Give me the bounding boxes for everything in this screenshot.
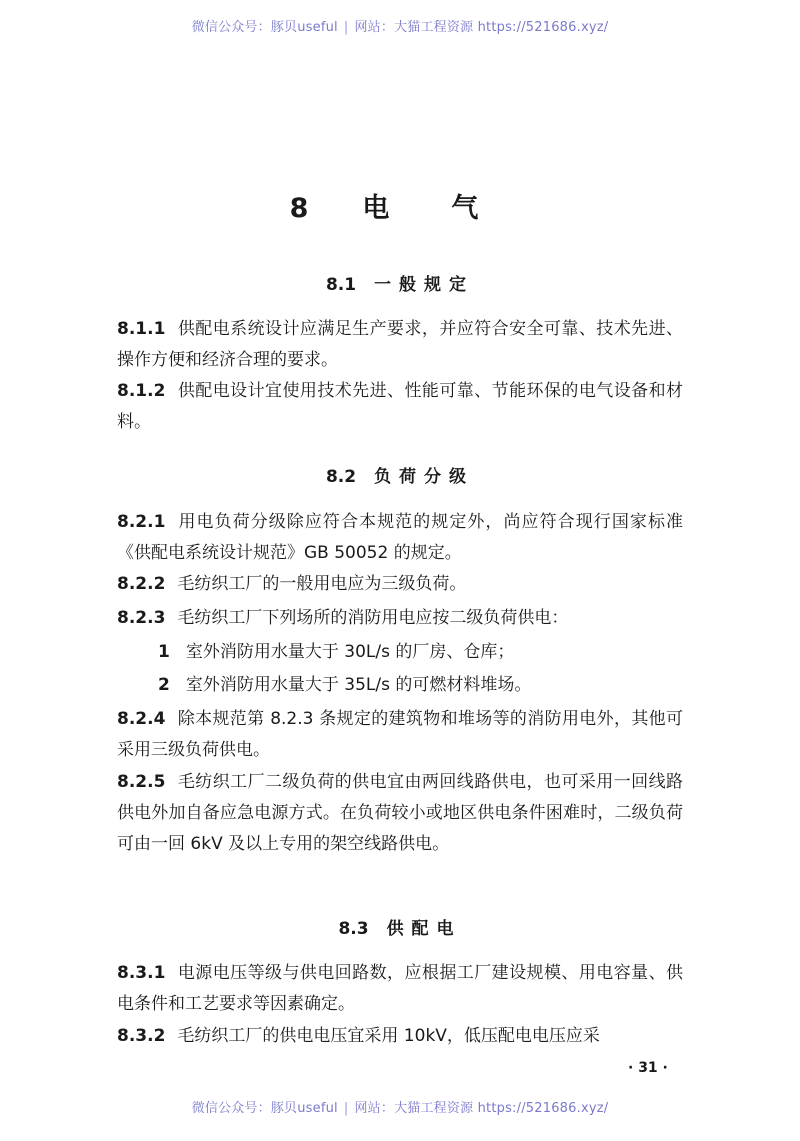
section-title-8-3 (0, 914, 800, 939)
section-heading: 一般规定 (374, 275, 475, 295)
watermark-wechat: 微信公众号：豚贝useful (191, 20, 338, 35)
clause-8-2-4 (117, 704, 683, 766)
clause-text: 供配电系统设计应满足生产要求，并应符合安全可靠、技术先进、操作方便和经济合理的要求。 (117, 319, 683, 370)
clause-8-2-5 (117, 767, 683, 860)
clause-8-3-2 (117, 1021, 683, 1052)
chapter-title-part2: 气 (451, 193, 481, 224)
list-item-text: 室外消防用水量大于 35L/s 的可燃材料堆场。 (185, 675, 532, 695)
watermark-separator: | (343, 1101, 349, 1116)
chapter-title-part1: 电 (362, 193, 392, 224)
clause-number: 8.3.1 (117, 963, 166, 983)
clause-8-2-2 (117, 569, 683, 600)
watermark-site: 网站：大猫工程资源 https://521686.xyz/ (354, 1101, 609, 1116)
page-number: · 31 · (628, 1060, 668, 1076)
watermark-wechat: 微信公众号：豚贝useful (191, 1101, 338, 1116)
clause-text: 毛纺织工厂二级负荷的供电宜由两回线路供电，也可采用一回线路供电外加自备应急电源方式。在负荷较小或地区供电条件困难时，二级负荷可由一回 6kV 及以上专用的架空线路供电。 (117, 772, 683, 854)
clause-number: 8.2.1 (117, 512, 166, 532)
clause-number: 8.3.2 (117, 1026, 166, 1046)
section-number: 8.2 (325, 467, 357, 487)
clause-number: 8.2.2 (117, 574, 166, 594)
section-title-8-1 (0, 270, 800, 295)
top-watermark (0, 16, 800, 35)
list-item-number: 2 (158, 675, 170, 695)
clause-text: 毛纺织工厂的供电电压宜采用 10kV，低压配电电压应采 (177, 1026, 600, 1046)
clause-number: 8.2.5 (117, 772, 166, 792)
clause-text: 除本规范第 8.2.3 条规定的建筑物和堆场等的消防用电外，其他可采用三级负荷供电。 (117, 709, 683, 760)
list-item (158, 670, 683, 701)
list-item (158, 637, 683, 668)
list-item-number: 1 (158, 642, 170, 662)
clause-number: 8.1.1 (117, 319, 166, 339)
watermark-site: 网站：大猫工程资源 https://521686.xyz/ (354, 20, 609, 35)
watermark-separator: | (343, 20, 349, 35)
clause-8-1-1 (117, 314, 683, 376)
clause-text: 电源电压等级与供电回路数，应根据工厂建设规模、用电容量、供电条件和工艺要求等因素确定。 (117, 963, 683, 1014)
list-item-text: 室外消防用水量大于 30L/s 的厂房、仓库； (185, 642, 515, 662)
section-title-8-2 (0, 462, 800, 487)
clause-8-2-1 (117, 507, 683, 569)
bottom-watermark (0, 1097, 800, 1116)
chapter-title (0, 186, 800, 225)
clause-number: 8.2.3 (117, 608, 166, 628)
chapter-number: 8 (289, 193, 311, 224)
clause-text: 用电负荷分级除应符合本规范的规定外，尚应符合现行国家标准《供配电系统设计规范》GB 50052 的规定。 (117, 512, 683, 563)
clause-8-3-1 (117, 958, 683, 1020)
section-heading: 供配电 (386, 919, 462, 939)
clause-text: 毛纺织工厂下列场所的消防用电应按二级负荷供电： (177, 608, 569, 628)
section-heading: 负荷分级 (374, 467, 475, 487)
clause-text: 供配电设计宜使用技术先进、性能可靠、节能环保的电气设备和材料。 (117, 381, 683, 432)
clause-8-1-2 (117, 376, 683, 438)
clause-8-2-3 (117, 603, 683, 634)
section-number: 8.1 (325, 275, 357, 295)
clause-number: 8.2.4 (117, 709, 166, 729)
clause-text: 毛纺织工厂的一般用电应为三级负荷。 (177, 574, 467, 594)
clause-number: 8.1.2 (117, 381, 166, 401)
section-number: 8.3 (338, 919, 369, 939)
